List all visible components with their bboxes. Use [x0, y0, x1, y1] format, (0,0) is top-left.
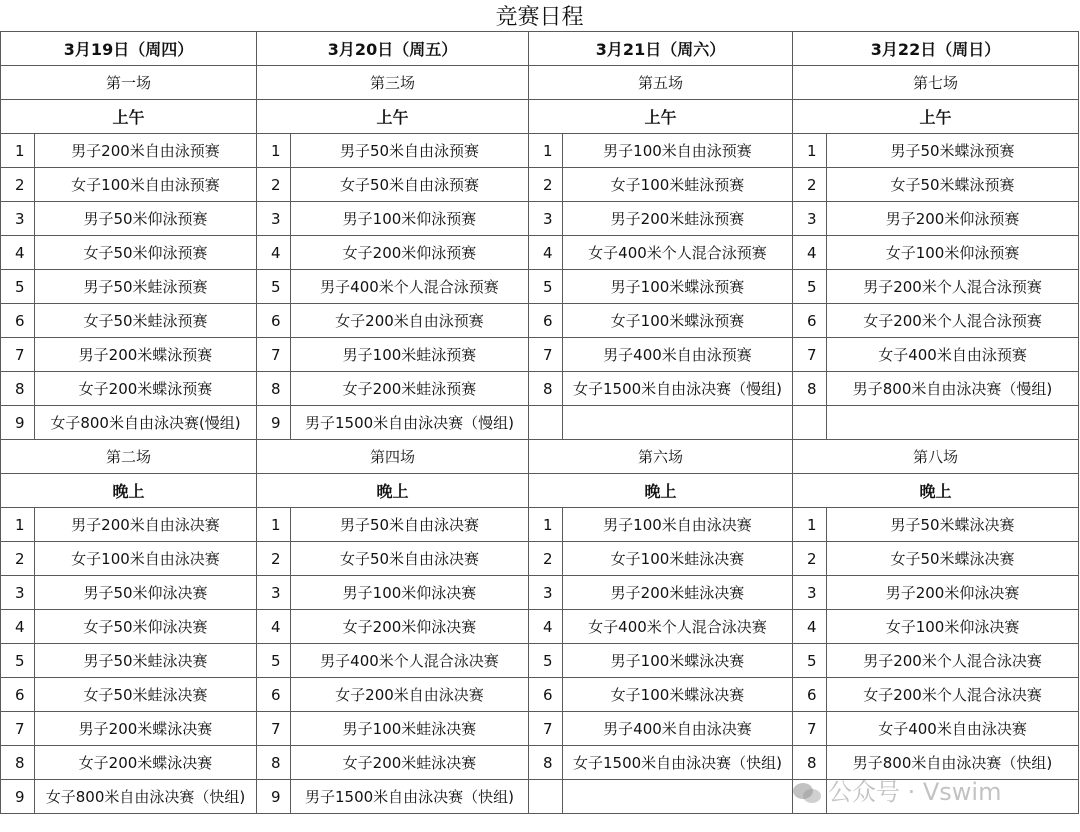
event-name: 男子50米蛙泳决赛 — [35, 644, 257, 678]
event-name: 男子400米个人混合泳决赛 — [291, 644, 529, 678]
event-name: 男子800米自由泳决赛（慢组) — [827, 372, 1079, 406]
event-name: 女子200米个人混合泳决赛 — [827, 678, 1079, 712]
event-number — [529, 780, 563, 814]
event-row — [1, 168, 1079, 202]
event-number: 6 — [793, 304, 827, 338]
event-name: 女子50米蛙泳决赛 — [35, 678, 257, 712]
day-header: 3月21日（周六） — [529, 32, 793, 66]
event-number: 7 — [793, 712, 827, 746]
event-number: 7 — [529, 338, 563, 372]
event-name: 男子200米自由泳预赛 — [35, 134, 257, 168]
event-name: 女子1500米自由泳决赛（慢组) — [563, 372, 793, 406]
event-name: 女子100米蝶泳决赛 — [563, 678, 793, 712]
event-number: 5 — [1, 644, 35, 678]
event-name: 男子50米自由泳预赛 — [291, 134, 529, 168]
event-name: 男子400米个人混合泳预赛 — [291, 270, 529, 304]
event-number: 5 — [793, 644, 827, 678]
event-name: 女子50米仰泳决赛 — [35, 610, 257, 644]
event-name: 男子50米仰泳决赛 — [35, 576, 257, 610]
event-name: 男子200米个人混合泳预赛 — [827, 270, 1079, 304]
event-number: 7 — [793, 338, 827, 372]
event-name: 女子200米蝶泳决赛 — [35, 746, 257, 780]
day-header: 3月19日（周四） — [1, 32, 257, 66]
period-label: 晚上 — [257, 474, 529, 508]
event-number: 5 — [257, 644, 291, 678]
event-number: 9 — [1, 406, 35, 440]
event-number: 6 — [1, 678, 35, 712]
watermark-text: 公众号 · Vswim — [828, 778, 1002, 806]
session-row — [1, 440, 1079, 474]
event-number: 4 — [1, 236, 35, 270]
event-row — [1, 576, 1079, 610]
event-name: 女子100米仰泳预赛 — [827, 236, 1079, 270]
event-number: 1 — [1, 508, 35, 542]
event-name: 女子100米蛙泳预赛 — [563, 168, 793, 202]
event-name: 男子200米自由泳决赛 — [35, 508, 257, 542]
event-name: 女子200米仰泳决赛 — [291, 610, 529, 644]
event-number: 2 — [529, 542, 563, 576]
event-number: 3 — [529, 576, 563, 610]
event-name: 女子100米自由泳预赛 — [35, 168, 257, 202]
event-number: 5 — [529, 644, 563, 678]
event-row — [1, 780, 1079, 814]
date-row — [1, 32, 1079, 66]
event-name: 男子400米自由泳预赛 — [563, 338, 793, 372]
event-row — [1, 746, 1079, 780]
event-number: 8 — [1, 372, 35, 406]
event-number: 8 — [257, 746, 291, 780]
period-label: 晚上 — [793, 474, 1079, 508]
event-row — [1, 610, 1079, 644]
session-label: 第四场 — [257, 440, 529, 474]
event-name — [563, 406, 793, 440]
event-number: 3 — [529, 202, 563, 236]
event-name: 男子50米蝶泳决赛 — [827, 508, 1079, 542]
event-number: 2 — [1, 168, 35, 202]
event-number: 2 — [1, 542, 35, 576]
event-name: 女子50米自由泳预赛 — [291, 168, 529, 202]
event-number: 6 — [257, 304, 291, 338]
event-name: 女子400米个人混合泳预赛 — [563, 236, 793, 270]
event-name: 女子400米个人混合泳决赛 — [563, 610, 793, 644]
event-name: 女子200米个人混合泳预赛 — [827, 304, 1079, 338]
event-number: 3 — [793, 576, 827, 610]
event-number: 2 — [257, 542, 291, 576]
schedule-body — [1, 0, 1079, 814]
event-name: 男子50米蛙泳预赛 — [35, 270, 257, 304]
event-number: 9 — [257, 780, 291, 814]
event-name: 女子800米自由泳决赛（快组) — [35, 780, 257, 814]
event-name: 女子400米自由泳决赛 — [827, 712, 1079, 746]
event-number: 3 — [1, 576, 35, 610]
event-number: 6 — [1, 304, 35, 338]
page-title: 竞赛日程 — [1, 0, 1079, 32]
event-name: 男子50米蝶泳预赛 — [827, 134, 1079, 168]
event-number: 7 — [1, 338, 35, 372]
period-label: 上午 — [257, 100, 529, 134]
event-name: 男子100米自由泳预赛 — [563, 134, 793, 168]
event-number: 8 — [529, 746, 563, 780]
event-number: 1 — [257, 508, 291, 542]
event-name: 女子400米自由泳预赛 — [827, 338, 1079, 372]
event-number: 1 — [529, 134, 563, 168]
event-number: 4 — [1, 610, 35, 644]
event-row — [1, 270, 1079, 304]
event-number: 2 — [793, 168, 827, 202]
event-number: 4 — [257, 236, 291, 270]
event-number: 1 — [257, 134, 291, 168]
event-number: 1 — [529, 508, 563, 542]
event-row — [1, 236, 1079, 270]
event-row — [1, 542, 1079, 576]
event-name: 女子200米自由泳决赛 — [291, 678, 529, 712]
event-number: 1 — [793, 134, 827, 168]
event-row — [1, 134, 1079, 168]
title-row — [1, 0, 1079, 32]
event-number: 4 — [793, 236, 827, 270]
event-number: 5 — [793, 270, 827, 304]
day-header: 3月20日（周五） — [257, 32, 529, 66]
event-name — [563, 780, 793, 814]
day-header: 3月22日（周日） — [793, 32, 1079, 66]
session-label: 第三场 — [257, 66, 529, 100]
event-name: 男子100米蛙泳决赛 — [291, 712, 529, 746]
event-name: 女子50米蝶泳决赛 — [827, 542, 1079, 576]
event-number: 3 — [1, 202, 35, 236]
event-number: 1 — [1, 134, 35, 168]
event-number: 6 — [529, 678, 563, 712]
event-number: 9 — [1, 780, 35, 814]
event-number: 1 — [793, 508, 827, 542]
event-name: 男子50米自由泳决赛 — [291, 508, 529, 542]
event-name: 男子100米蛙泳预赛 — [291, 338, 529, 372]
event-name: 男子400米自由泳决赛 — [563, 712, 793, 746]
event-name: 男子800米自由泳决赛（快组) — [827, 746, 1079, 780]
event-name: 男子200米蝶泳预赛 — [35, 338, 257, 372]
event-name: 男子1500米自由泳决赛（快组) — [291, 780, 529, 814]
event-number: 5 — [529, 270, 563, 304]
session-label: 第二场 — [1, 440, 257, 474]
event-row — [1, 338, 1079, 372]
event-number: 2 — [793, 542, 827, 576]
session-label: 第八场 — [793, 440, 1079, 474]
event-row — [1, 372, 1079, 406]
event-name: 女子100米蛙泳决赛 — [563, 542, 793, 576]
event-number: 2 — [529, 168, 563, 202]
event-row — [1, 508, 1079, 542]
event-number: 5 — [1, 270, 35, 304]
event-number: 8 — [793, 372, 827, 406]
session-label: 第一场 — [1, 66, 257, 100]
event-name: 女子50米蛙泳预赛 — [35, 304, 257, 338]
event-name: 男子200米仰泳决赛 — [827, 576, 1079, 610]
event-name — [827, 780, 1079, 814]
event-name: 女子100米仰泳决赛 — [827, 610, 1079, 644]
event-row — [1, 678, 1079, 712]
event-number: 6 — [793, 678, 827, 712]
event-name: 女子100米自由泳决赛 — [35, 542, 257, 576]
event-row — [1, 712, 1079, 746]
event-number: 4 — [793, 610, 827, 644]
session-label: 第七场 — [793, 66, 1079, 100]
event-name: 男子1500米自由泳决赛（慢组) — [291, 406, 529, 440]
session-label: 第六场 — [529, 440, 793, 474]
event-name: 男子100米蝶泳决赛 — [563, 644, 793, 678]
event-name: 男子200米蝶泳决赛 — [35, 712, 257, 746]
period-label: 晚上 — [1, 474, 257, 508]
session-label: 第五场 — [529, 66, 793, 100]
event-name: 女子50米仰泳预赛 — [35, 236, 257, 270]
event-number — [793, 780, 827, 814]
event-number: 6 — [529, 304, 563, 338]
event-row — [1, 304, 1079, 338]
event-name — [827, 406, 1079, 440]
event-number — [529, 406, 563, 440]
event-name: 女子200米蛙泳决赛 — [291, 746, 529, 780]
event-number: 4 — [529, 236, 563, 270]
event-name: 男子100米自由泳决赛 — [563, 508, 793, 542]
event-number — [793, 406, 827, 440]
event-name: 男子200米蛙泳决赛 — [563, 576, 793, 610]
event-name: 女子800米自由泳决赛(慢组) — [35, 406, 257, 440]
event-name: 女子200米蛙泳预赛 — [291, 372, 529, 406]
event-name: 女子100米蝶泳预赛 — [563, 304, 793, 338]
event-number: 9 — [257, 406, 291, 440]
event-name: 女子1500米自由泳决赛（快组) — [563, 746, 793, 780]
event-number: 3 — [793, 202, 827, 236]
event-name: 男子100米蝶泳预赛 — [563, 270, 793, 304]
period-label: 上午 — [529, 100, 793, 134]
event-number: 8 — [793, 746, 827, 780]
event-number: 4 — [257, 610, 291, 644]
event-name: 男子200米蛙泳预赛 — [563, 202, 793, 236]
event-row — [1, 644, 1079, 678]
period-label: 上午 — [1, 100, 257, 134]
event-number: 2 — [257, 168, 291, 202]
period-label: 晚上 — [529, 474, 793, 508]
event-number: 3 — [257, 576, 291, 610]
period-row — [1, 100, 1079, 134]
event-name: 女子50米自由泳决赛 — [291, 542, 529, 576]
event-number: 3 — [257, 202, 291, 236]
event-number: 7 — [529, 712, 563, 746]
event-number: 8 — [1, 746, 35, 780]
event-name: 男子100米仰泳决赛 — [291, 576, 529, 610]
period-row — [1, 474, 1079, 508]
event-row — [1, 202, 1079, 236]
event-number: 8 — [257, 372, 291, 406]
event-number: 6 — [257, 678, 291, 712]
event-row — [1, 406, 1079, 440]
event-number: 7 — [1, 712, 35, 746]
event-name: 女子200米仰泳预赛 — [291, 236, 529, 270]
event-number: 7 — [257, 712, 291, 746]
session-row — [1, 66, 1079, 100]
event-name: 女子200米自由泳预赛 — [291, 304, 529, 338]
event-name: 女子200米蝶泳预赛 — [35, 372, 257, 406]
period-label: 上午 — [793, 100, 1079, 134]
event-name: 男子200米仰泳预赛 — [827, 202, 1079, 236]
event-number: 8 — [529, 372, 563, 406]
event-name: 男子50米仰泳预赛 — [35, 202, 257, 236]
event-number: 7 — [257, 338, 291, 372]
event-name: 女子50米蝶泳预赛 — [827, 168, 1079, 202]
event-name: 男子100米仰泳预赛 — [291, 202, 529, 236]
event-name: 男子200米个人混合泳决赛 — [827, 644, 1079, 678]
event-number: 5 — [257, 270, 291, 304]
event-number: 4 — [529, 610, 563, 644]
